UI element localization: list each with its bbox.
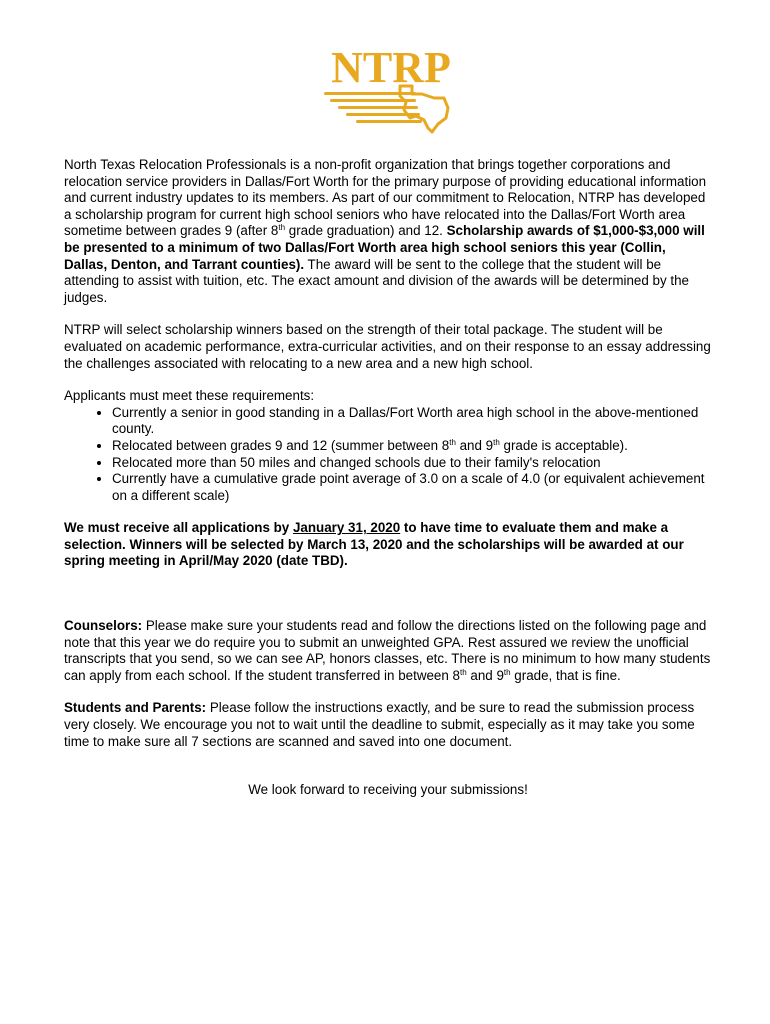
logo-text: NTRP [331,44,451,92]
letter-body [64,157,712,799]
students-label: Students and Parents: [64,700,207,716]
award-statement: Scholarship awards of $1,000-$3,000 will be presented to a minimum of two Dallas/Fort Worth area high school seniors this year (Collin, Dallas, Denton, and Tarrant counties). [64,223,705,272]
list-item: • Currently have a cumulative grade point average of 3.0 on a scale of 4.0 (or equivalent achievement on a different scale) [112,471,712,504]
list-item: • Currently a senior in good standing in a Dallas/Fort Worth area high school in the above-mentioned county. [112,405,712,438]
list-item: • Relocated between grades 9 and 12 (summer between 8th and 9th grade is acceptable). [112,438,712,455]
requirements-heading: Applicants must meet these requirements: [64,388,315,404]
intro-paragraph: North Texas Relocation Professionals is a non-profit organization that brings together corporations and relocation service providers in Dallas/Fort Worth for the primary purpose of providing educational information and current industry updates to its members. As part of our commitment to Relocation, NTRP has developed a scholarship program for current high school seniors who have relocated into the Dallas/Fort Worth area sometime between grades 9 (after 8th grade graduation) and 12. Scholarship awards of $1,000-$3,000 will be presented to a minimum of two Dallas/Fort Worth area high school seniors this year (Collin, Dallas, Denton, and Tarrant counties). The award will be sent to the college that the student will be attending to assist with tuition, etc. The exact amount and division of the awards will be determined by the judges. [64,157,707,305]
requirements-list [64,405,712,505]
counselors-label: Counselors: [64,618,143,634]
list-item: • Relocated more than 50 miles and changed schools due to their family's relocation [112,455,712,472]
counselors-paragraph: Counselors: Please make sure your students read and follow the directions listed on the following page and note that this year we do require you to submit an unweighted GPA. Rest assured we review the unofficial transcripts that you send, so we can see AP, honors classes, etc. There is no minimum to how many students can apply from each school. If the student transferred in between 8th and 9th grade, that is fine. [64,618,711,683]
ntrp-logo [316,44,466,134]
students-paragraph: Students and Parents: Please follow the instructions exactly, and be sure to read the submission process very closely. We encourage you not to wait until the deadline to submit, especially as it may take you some time to make sure all 7 sections are scanned and saved into one document. [64,700,695,749]
deadline-date: January 31, 2020 [292,520,401,536]
selection-paragraph: NTRP will select scholarship winners based on the strength of their total package. The student will be evaluated on academic performance, extra-curricular activities, and on their response to an essay addressing the challenges associated with relocating to a new area and a new high school. [64,322,711,371]
deadline-paragraph: We must receive all applications by January 31, 2020 to have time to evaluate them and make a selection. Winners will be selected by March 13, 2020 and the scholarships will be awarded at our spring meeting in April/May 2020 (date TBD). [64,520,684,569]
closing-line: We look forward to receiving your submissions! [248,782,528,798]
